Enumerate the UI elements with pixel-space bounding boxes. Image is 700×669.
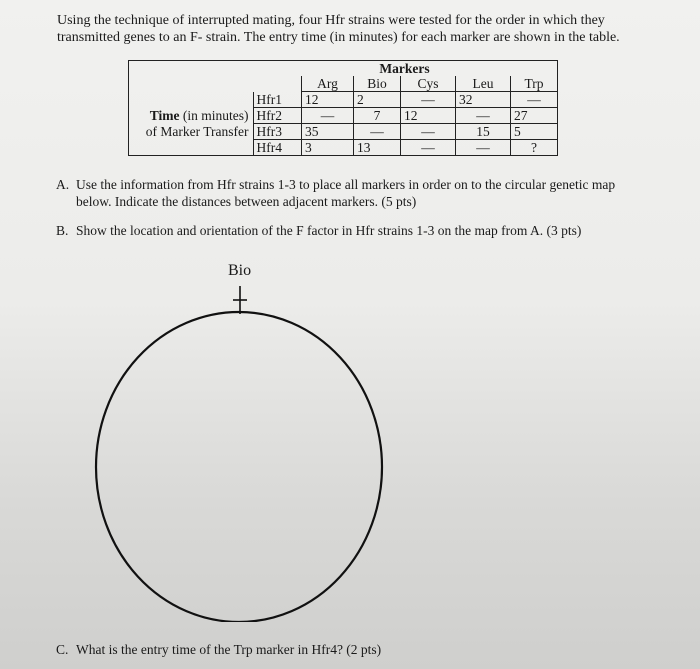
table-cell: 13 [354,140,401,156]
question-c-text: What is the entry time of the Trp marker in Hfr4? (2 pts) [76,642,382,657]
entry-time-table [128,60,558,156]
strain-label: Hfr1 [253,92,302,108]
col-leu: Leu [456,76,511,92]
table-cell: — [401,140,456,156]
question-b-letter: B. [56,223,69,238]
table-cell: 32 [456,92,511,108]
row-label-line-1 [129,108,254,124]
table-row [129,140,558,156]
intro-line-1: Using the technique of interrupted mating, four Hfr strains were tested for the order in which they [57,13,605,28]
table-cell: 27 [511,108,558,124]
table-cell: 12 [401,108,456,124]
question-c [56,641,656,658]
intro-paragraph [57,12,657,46]
question-a-line-2: below. Indicate the distances between adjacent markers. (5 pts) [76,194,417,209]
intro-line-2: transmitted genes to an F- strain. The entry time (in minutes) for each marker are shown in the table. [57,30,620,45]
table-cell: ? [511,140,558,156]
table-cell: 7 [354,108,401,124]
table-cell: 12 [302,92,354,108]
table-cell: 3 [302,140,354,156]
table-cell: 15 [456,124,511,140]
genetic-map-circle [96,312,382,622]
table-cell: — [401,124,456,140]
col-trp: Trp [511,76,558,92]
row-label-rest: (in minutes) [179,108,249,123]
table-row [129,92,558,108]
table-row [129,124,558,140]
strain-label: Hfr4 [253,140,302,156]
bio-marker-label: Bio [228,262,252,279]
table-cell: — [302,108,354,124]
question-a [56,176,656,210]
table-cell: 35 [302,124,354,140]
circular-genetic-map [90,282,390,622]
col-cys: Cys [401,76,456,92]
strain-label: Hfr2 [253,108,302,124]
table-cell: 2 [354,92,401,108]
table-cell: 5 [511,124,558,140]
table-cell: — [456,108,511,124]
question-a-line-1: Use the information from Hfr strains 1-3 to place all markers in order on to the circular genetic map [76,177,616,192]
row-label-bold: Time [149,108,180,123]
table-cell: — [354,124,401,140]
markers-header: Markers [354,61,456,77]
table-cell: — [401,92,456,108]
question-b-text: Show the location and orientation of the F factor in Hfr strains 1-3 on the map from A. (3 pts) [76,223,582,238]
table-row [129,108,558,124]
col-bio: Bio [354,76,401,92]
row-label-line-2: of Marker Transfer [129,124,254,140]
question-b [56,222,656,239]
question-a-letter: A. [56,177,70,192]
table-cell: — [511,92,558,108]
col-arg: Arg [302,76,354,92]
strain-label: Hfr3 [253,124,302,140]
question-c-letter: C. [56,642,69,657]
table-cell: — [456,140,511,156]
